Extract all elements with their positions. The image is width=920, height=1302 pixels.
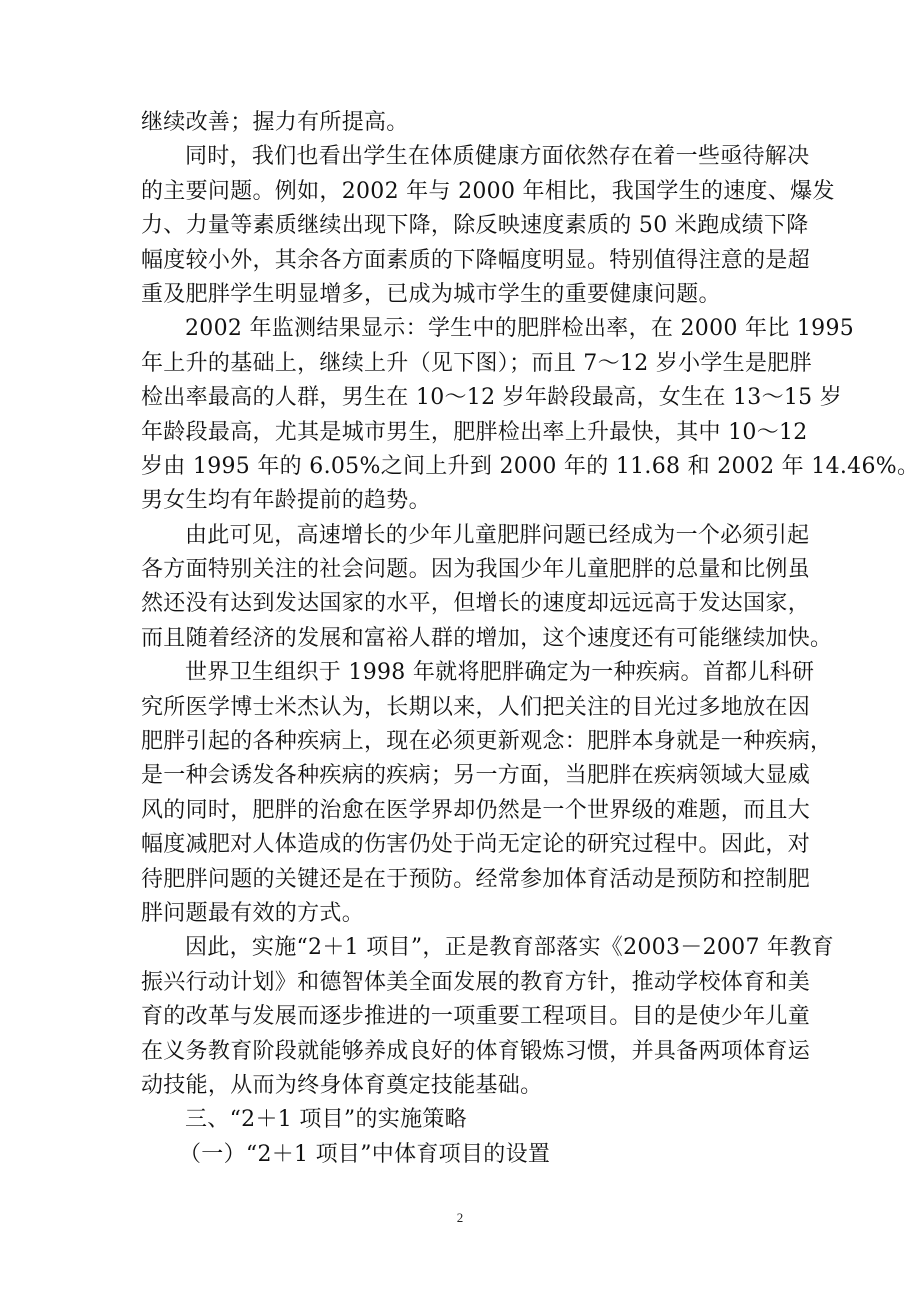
text-line: 肥胖引起的各种疾病上，现在必须更新观念：肥胖本身就是一种疾病， — [141, 729, 833, 755]
text-line: 待肥胖问题的关键还是在于预防。经常参加体育活动是预防和控制肥 — [141, 866, 811, 892]
paragraph-monitoring-results — [141, 312, 920, 518]
paragraph-project-purpose — [141, 931, 834, 1103]
text-line: 男女生均有年龄提前的趋势。 — [141, 488, 431, 514]
text-line: 育的改革与发展而逐步推进的一项重要工程项目。目的是使少年儿童 — [141, 1004, 811, 1030]
text-line: 胖问题最有效的方式。 — [141, 900, 365, 926]
text-line: 力、力量等素质继续出现下降，除反映速度素质的 50 米跑成绩下降 — [141, 213, 809, 239]
text-line: 幅度减肥对人体造成的伤害仍处于尚无定论的研究过程中。因此，对 — [141, 832, 811, 858]
text-line: 年龄段最高，尤其是城市男生，肥胖检出率上升最快，其中 10～12 — [141, 419, 808, 445]
text-line: 而且随着经济的发展和富裕人群的增加，这个速度还有可能继续加快。 — [141, 625, 833, 651]
text-line: 由此可见，高速增长的少年儿童肥胖问题已经成为一个必须引起 — [185, 522, 810, 548]
paragraph-social-problem — [141, 519, 833, 657]
paragraph-health-problems — [141, 140, 835, 312]
text-line: 的主要问题。例如，2002 年与 2000 年相比，我国学生的速度、爆发 — [141, 178, 835, 204]
text-line: 各方面特别关注的社会问题。因为我国少年儿童肥胖的总量和比例虽 — [141, 557, 811, 583]
text-line: 检出率最高的人群，男生在 10～12 岁年龄段最高，女生在 13～15 岁 — [141, 385, 843, 411]
text-line: 振兴行动计划》和德智体美全面发展的教育方针，推动学校体育和美 — [141, 969, 811, 995]
text-line: 岁由 1995 年的 6.05%之间上升到 2000 年的 11.68 和 2002 年 14.46%。 — [141, 453, 920, 479]
text-line: 同时，我们也看出学生在体质健康方面依然存在着一些亟待解决 — [185, 144, 810, 170]
text-line: 究所医学博士米杰认为，长期以来，人们把关注的目光过多地放在因 — [141, 694, 811, 720]
paragraph-who-disease — [141, 656, 833, 931]
text-line: 幅度较小外，其余各方面素质的下降幅度明显。特别值得注意的是超 — [141, 247, 811, 273]
text-line: 在义务教育阶段就能够养成良好的体育锻炼习惯，并具备两项体育运 — [141, 1038, 811, 1064]
text-line: 动技能，从而为终身体育奠定技能基础。 — [141, 1072, 543, 1098]
document-body — [141, 106, 920, 1172]
text-line: 年上升的基础上，继续上升（见下图）；而且 7～12 岁小学生是肥胖 — [141, 350, 812, 376]
paragraph-continuation — [141, 106, 791, 140]
text-line: 是一种会诱发各种疾病的疾病；另一方面，当肥胖在疾病领域大显威 — [141, 763, 811, 789]
subsection-heading: （一）“2＋1 项目”中体育项目的设置 — [179, 1141, 551, 1167]
text-line: 世界卫生组织于 1998 年就将肥胖确定为一种疾病。首都儿科研 — [185, 660, 815, 686]
text-line: 继续改善；握力有所提高。 — [141, 110, 409, 135]
text-line: 然还没有达到发达国家的水平，但增长的速度却远远高于发达国家， — [141, 591, 811, 617]
page-number: 2 — [456, 1210, 464, 1225]
section-heading: 三、“2＋1 项目”的实施策略 — [185, 1107, 467, 1133]
text-line: 重及肥胖学生明显增多，已成为城市学生的重要健康问题。 — [141, 281, 721, 307]
text-line: 2002 年监测结果显示：学生中的肥胖检出率，在 2000 年比 1995 — [185, 316, 855, 342]
text-line: 风的同时，肥胖的治愈在医学界却仍然是一个世界级的难题，而且大 — [141, 797, 811, 823]
text-line: 因此，实施“2＋1 项目”，正是教育部落实《2003－2007 年教育 — [185, 935, 834, 961]
